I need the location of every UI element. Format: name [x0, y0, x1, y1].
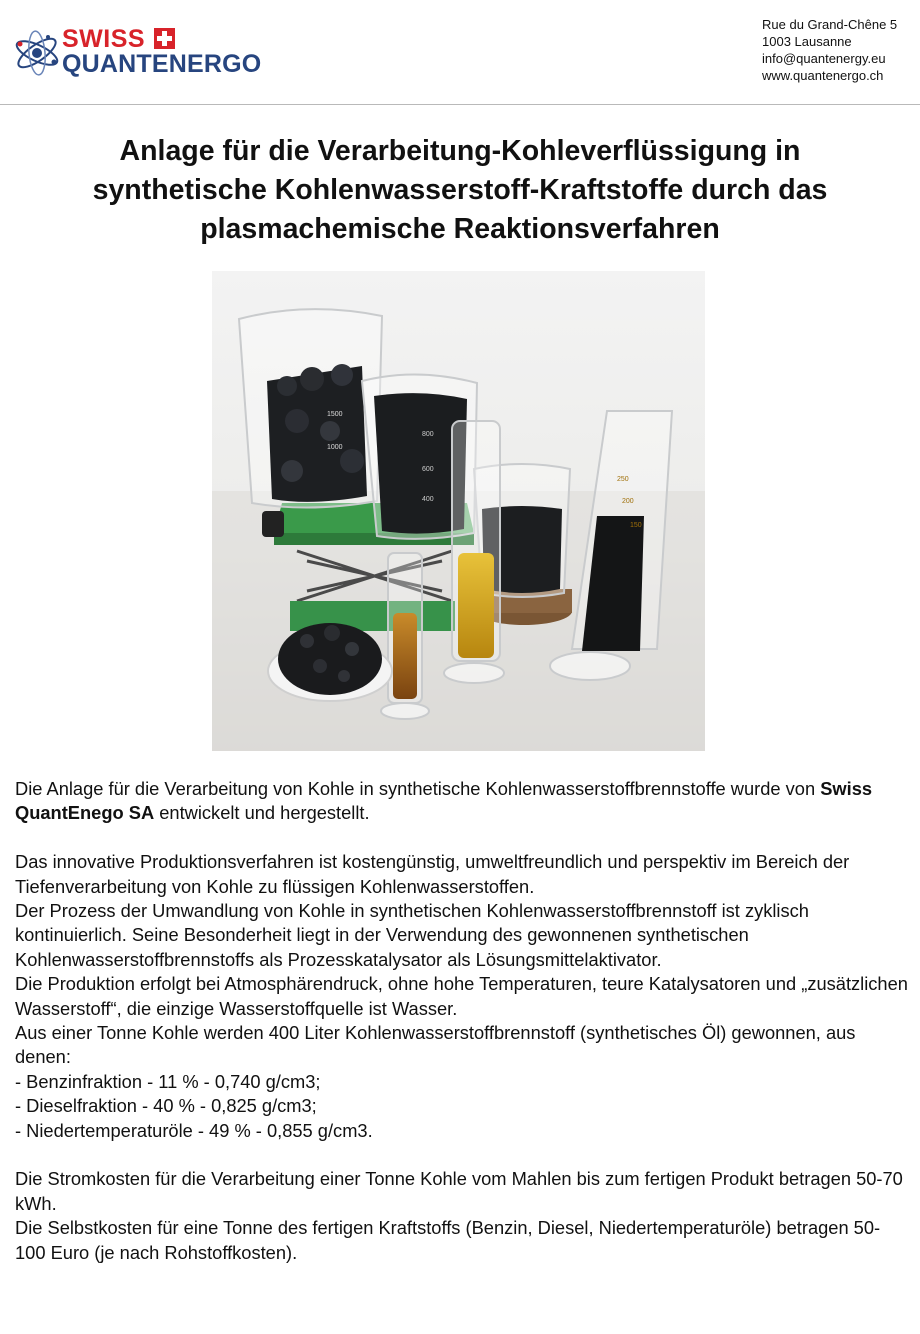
document-body — [15, 777, 910, 1265]
intro-text-end: entwickelt und hergestellt. — [154, 802, 370, 824]
paragraph-power-costs: Die Stromkosten für die Verarbeitung einer Tonne Kohle vom Mahlen bis zum fertigen Produkt betragen 50-70 kWh. — [15, 1168, 903, 1214]
intro-text: Die Anlage für die Verarbeitung von Kohle in synthetische Kohlenwasserstoffbrennstoffe wurde von — [15, 778, 821, 799]
address-city: 1003 Lausanne — [762, 34, 852, 49]
page-header — [0, 0, 920, 105]
atom-icon — [12, 28, 62, 78]
title-line: plasmachemische Reaktionsverfahren — [200, 213, 720, 245]
scale-label: 800 — [422, 431, 434, 438]
paragraph-yield: Aus einer Tonne Kohle werden 400 Liter Kohlenwasserstoffbrennstoff (synthetisches Öl) gewonnen, aus denen: — [15, 1022, 856, 1068]
address-website: www.quantenergo.ch — [762, 68, 884, 83]
scale-label: 600 — [422, 466, 434, 473]
swiss-cross-icon — [154, 28, 175, 49]
scale-label: 1000 — [327, 444, 343, 451]
logo-swiss-text: SWISS — [62, 25, 146, 53]
logo-quantenergo-text: QUANTENERGO — [62, 50, 262, 78]
fraction-item: - Dieselfraktion - 40 % - 0,825 g/cm3; — [15, 1095, 317, 1117]
company-logo — [12, 24, 282, 80]
company-address — [762, 16, 897, 84]
cylinder-yellow-oil — [444, 421, 504, 683]
cylinder-amber-oil — [381, 553, 429, 719]
product-photo — [212, 271, 705, 751]
intro-paragraph — [15, 777, 910, 826]
title-line: Anlage für die Verarbeitung-Kohleverflüssigung in — [119, 135, 801, 167]
fraction-item: - Niedertemperaturöle - 49 % - 0,855 g/cm3. — [15, 1119, 373, 1141]
scale-label: 1500 — [327, 411, 343, 418]
address-email: info@quantenergy.eu — [762, 51, 886, 66]
scale-label: 400 — [422, 496, 434, 503]
title-line: synthetische Kohlenwasserstoff-Kraftstoffe durch das — [92, 174, 828, 206]
page-title — [30, 132, 890, 249]
paragraph-unit-costs: Die Selbstkosten für eine Tonne des fertigen Kraftstoffs (Benzin, Diesel, Niedertemperaturöle) betragen 50-100 Euro (je nach Rohstoffkosten). — [15, 1217, 881, 1263]
scale-label: 200 — [622, 498, 634, 505]
beaker-with-coal — [239, 309, 382, 507]
paragraph-innovation: Das innovative Produktionsverfahren ist kostengünstig, umweltfreundlich und perspektiv im Bereich der Tiefenverarbeitung von Kohle zu flüssigen Kohlenwasserstoffen. — [15, 851, 850, 897]
scale-label: 150 — [630, 522, 642, 529]
fraction-item: - Benzinfraktion - 11 % - 0,740 g/cm3; — [15, 1070, 321, 1092]
scale-label: 250 — [617, 476, 629, 483]
paragraph-production: Die Produktion erfolgt bei Atmosphärendruck, ohne hohe Temperaturen, teure Katalysatoren und „zusätzlichen Wasserstoff“, die einzige Wasserstoffquelle ist Wasser. — [15, 973, 908, 1019]
address-street: Rue du Grand-Chêne 5 — [762, 17, 898, 32]
paragraph-process: Der Prozess der Umwandlung von Kohle in synthetischen Kohlenwasserstoffbrennstoff ist zyklisch kontinuierlich. Seine Besonderheit liegt in der Verwendung des gewonnenen synthetischen Kohlenwasserstoffbrennstoffs als Prozesskatalysator als Lösungsmittelaktivator. — [15, 900, 809, 970]
company-name: Swiss QuantEnego SA — [15, 778, 873, 824]
